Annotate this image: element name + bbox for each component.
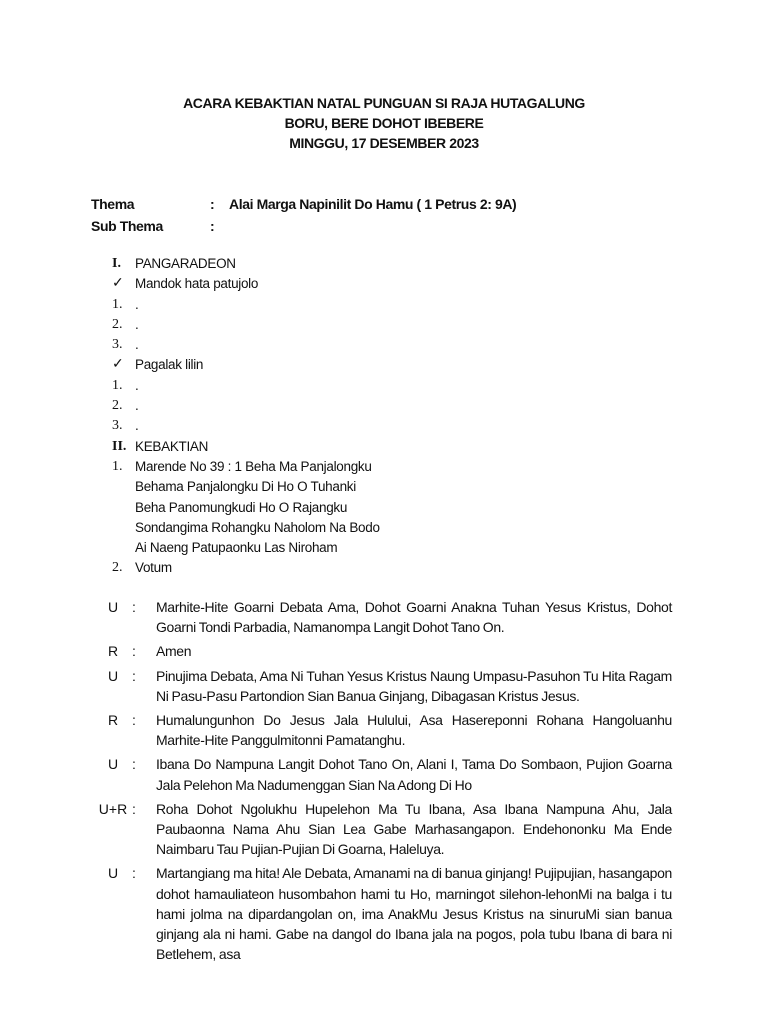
liturgy-responsive-reading xyxy=(0,597,768,968)
outline-text: PANGARADEON xyxy=(135,256,236,271)
outline-text: Pagalak lilin xyxy=(135,357,204,373)
outline-text: Votum xyxy=(135,560,172,576)
outline-text: . xyxy=(135,377,139,393)
outline-text: . xyxy=(135,296,139,312)
liturgy-text: Roha Dohot Ngolukhu Hupelehon Ma Tu Ibana, Asa Ibana Nampuna Ahu, Jala Paubaonna Nama Ahu Sian Lea Gabe Marhasangapon. Endehononku Ma Ende Naimbaru Tau Pujian-Pujian Di Goarna, Haleluya. xyxy=(156,800,672,858)
outline-item xyxy=(112,518,692,538)
speaker-colon: : xyxy=(132,643,136,660)
liturgy-entry xyxy=(0,641,768,661)
title-line-2: BORU, BERE DOHOT IBEBERE xyxy=(284,115,484,131)
liturgy-entry xyxy=(0,799,768,860)
outline-marker: 1. xyxy=(112,296,123,312)
speaker-colon: : xyxy=(132,865,136,882)
speaker-label: R xyxy=(107,712,119,729)
liturgy-entry xyxy=(0,863,768,964)
speaker-colon: : xyxy=(132,800,136,817)
liturgy-entry xyxy=(0,597,768,637)
liturgy-text: Marhite-Hite Goarni Debata Ama, Dohot Goarni Anakna Tuhan Yesus Kristus, Dohot Goarni Tondi Parbadia, Namanompa Langit Dohot Tano On. xyxy=(156,599,672,636)
outline-item xyxy=(112,477,692,497)
speaker-colon: : xyxy=(132,667,136,684)
hymn-verse-line: Sondangima Rohangku Naholom Na Bodo xyxy=(135,519,380,535)
program-outline xyxy=(112,254,692,579)
outline-text: Marende No 39 : 1 Beha Ma Panjalongku xyxy=(135,458,372,474)
outline-marker: II. xyxy=(112,438,127,454)
sub-thema-colon: : xyxy=(210,218,215,234)
speaker-label: U xyxy=(107,865,119,882)
sub-thema-label: Sub Thema xyxy=(91,218,163,234)
thema-colon: : xyxy=(210,196,215,212)
liturgy-entry xyxy=(0,754,768,794)
speaker-label: R xyxy=(107,643,119,660)
outline-item xyxy=(112,396,692,416)
checkmark-icon: ✓ xyxy=(112,357,124,373)
hymn-verse-line: Beha Panomungkudi Ho O Rajangku xyxy=(135,499,348,515)
outline-marker: 2. xyxy=(112,398,123,414)
outline-text: . xyxy=(135,398,139,414)
checkmark-icon: ✓ xyxy=(112,276,124,292)
outline-item xyxy=(112,376,692,396)
outline-text: . xyxy=(135,418,139,434)
liturgy-text: Amen xyxy=(156,643,192,660)
outline-text: . xyxy=(135,337,139,353)
liturgy-entry xyxy=(0,666,768,706)
hymn-verse-line: Behama Panjalongku Di Ho O Tuhanki xyxy=(135,479,356,495)
outline-text: Mandok hata patujolo xyxy=(135,276,259,292)
outline-item xyxy=(112,295,692,315)
thema-label: Thema xyxy=(91,196,135,212)
speaker-label: U xyxy=(107,599,119,615)
thema-value: Alai Marga Napinilit Do Hamu ( 1 Petrus 2: 9A) xyxy=(229,196,517,212)
outline-marker: 1. xyxy=(112,377,123,393)
outline-item xyxy=(112,457,692,477)
outline-item xyxy=(112,558,692,578)
outline-marker: I. xyxy=(112,256,121,271)
document-title xyxy=(0,93,768,153)
speaker-colon: : xyxy=(132,712,136,729)
speaker-label: U+R xyxy=(98,800,128,817)
outline-item xyxy=(112,274,692,294)
title-line-1: ACARA KEBAKTIAN NATAL PUNGUAN SI RAJA HUTAGALUNG xyxy=(183,95,585,111)
title-line-3: MINGGU, 17 DESEMBER 2023 xyxy=(289,135,479,151)
outline-item xyxy=(112,498,692,518)
outline-item xyxy=(112,355,692,375)
liturgy-text: Humalungunhon Do Jesus Jala Hulului, Asa Hasereponni Rohana Hangoluanhu Marhite-Hite Panggulmitonni Pamatanghu. xyxy=(156,712,672,749)
speaker-colon: : xyxy=(132,756,136,773)
hymn-verse-line: Ai Naeng Patupaonku Las Niroham xyxy=(135,540,338,556)
speaker-colon: : xyxy=(132,599,136,615)
speaker-label: U xyxy=(107,756,119,773)
liturgy-text: Pinujima Debata, Ama Ni Tuhan Yesus Kristus Naung Umpasu-Pasuhon Tu Hita Ragam Ni Pasu-Pasu Partondion Sian Banua Ginjang, Dibagasan Kristus Jesus. xyxy=(156,667,672,704)
outline-marker: 2. xyxy=(112,560,123,576)
liturgy-entry xyxy=(0,710,768,750)
outline-marker: 1. xyxy=(112,458,123,474)
outline-marker: 3. xyxy=(112,337,123,353)
outline-item xyxy=(112,416,692,436)
outline-item xyxy=(112,335,692,355)
speaker-label: U xyxy=(107,667,119,684)
outline-item xyxy=(112,254,692,274)
outline-marker: 2. xyxy=(112,316,123,332)
outline-text: KEBAKTIAN xyxy=(135,438,209,454)
liturgy-text: Martangiang ma hita! Ale Debata, Amanami na di banua ginjang! Pujipujian, hasangapon dohot hamauliateon husombahon hami tu Ho, marningot silehon-lehonMi na balga i tu hami jolma na dipardangolan on, ima AnakMu Jesus Kristus na sinuruMi sian banua ginjang ala ni hami. Gabe na dangol do Ibana jala na pogos, pola tubu Ibana di bara ni Betlehem, asa xyxy=(156,865,672,963)
outline-item xyxy=(112,437,692,457)
outline-marker: 3. xyxy=(112,418,123,434)
outline-item xyxy=(112,315,692,335)
liturgy-text: Ibana Do Nampuna Langit Dohot Tano On, Alani I, Tama Do Sombaon, Pujion Goarna Jala Pelehon Ma Nadumenggan Sian Na Adong Di Ho xyxy=(156,756,672,793)
outline-text: . xyxy=(135,316,139,332)
outline-item xyxy=(112,538,692,558)
